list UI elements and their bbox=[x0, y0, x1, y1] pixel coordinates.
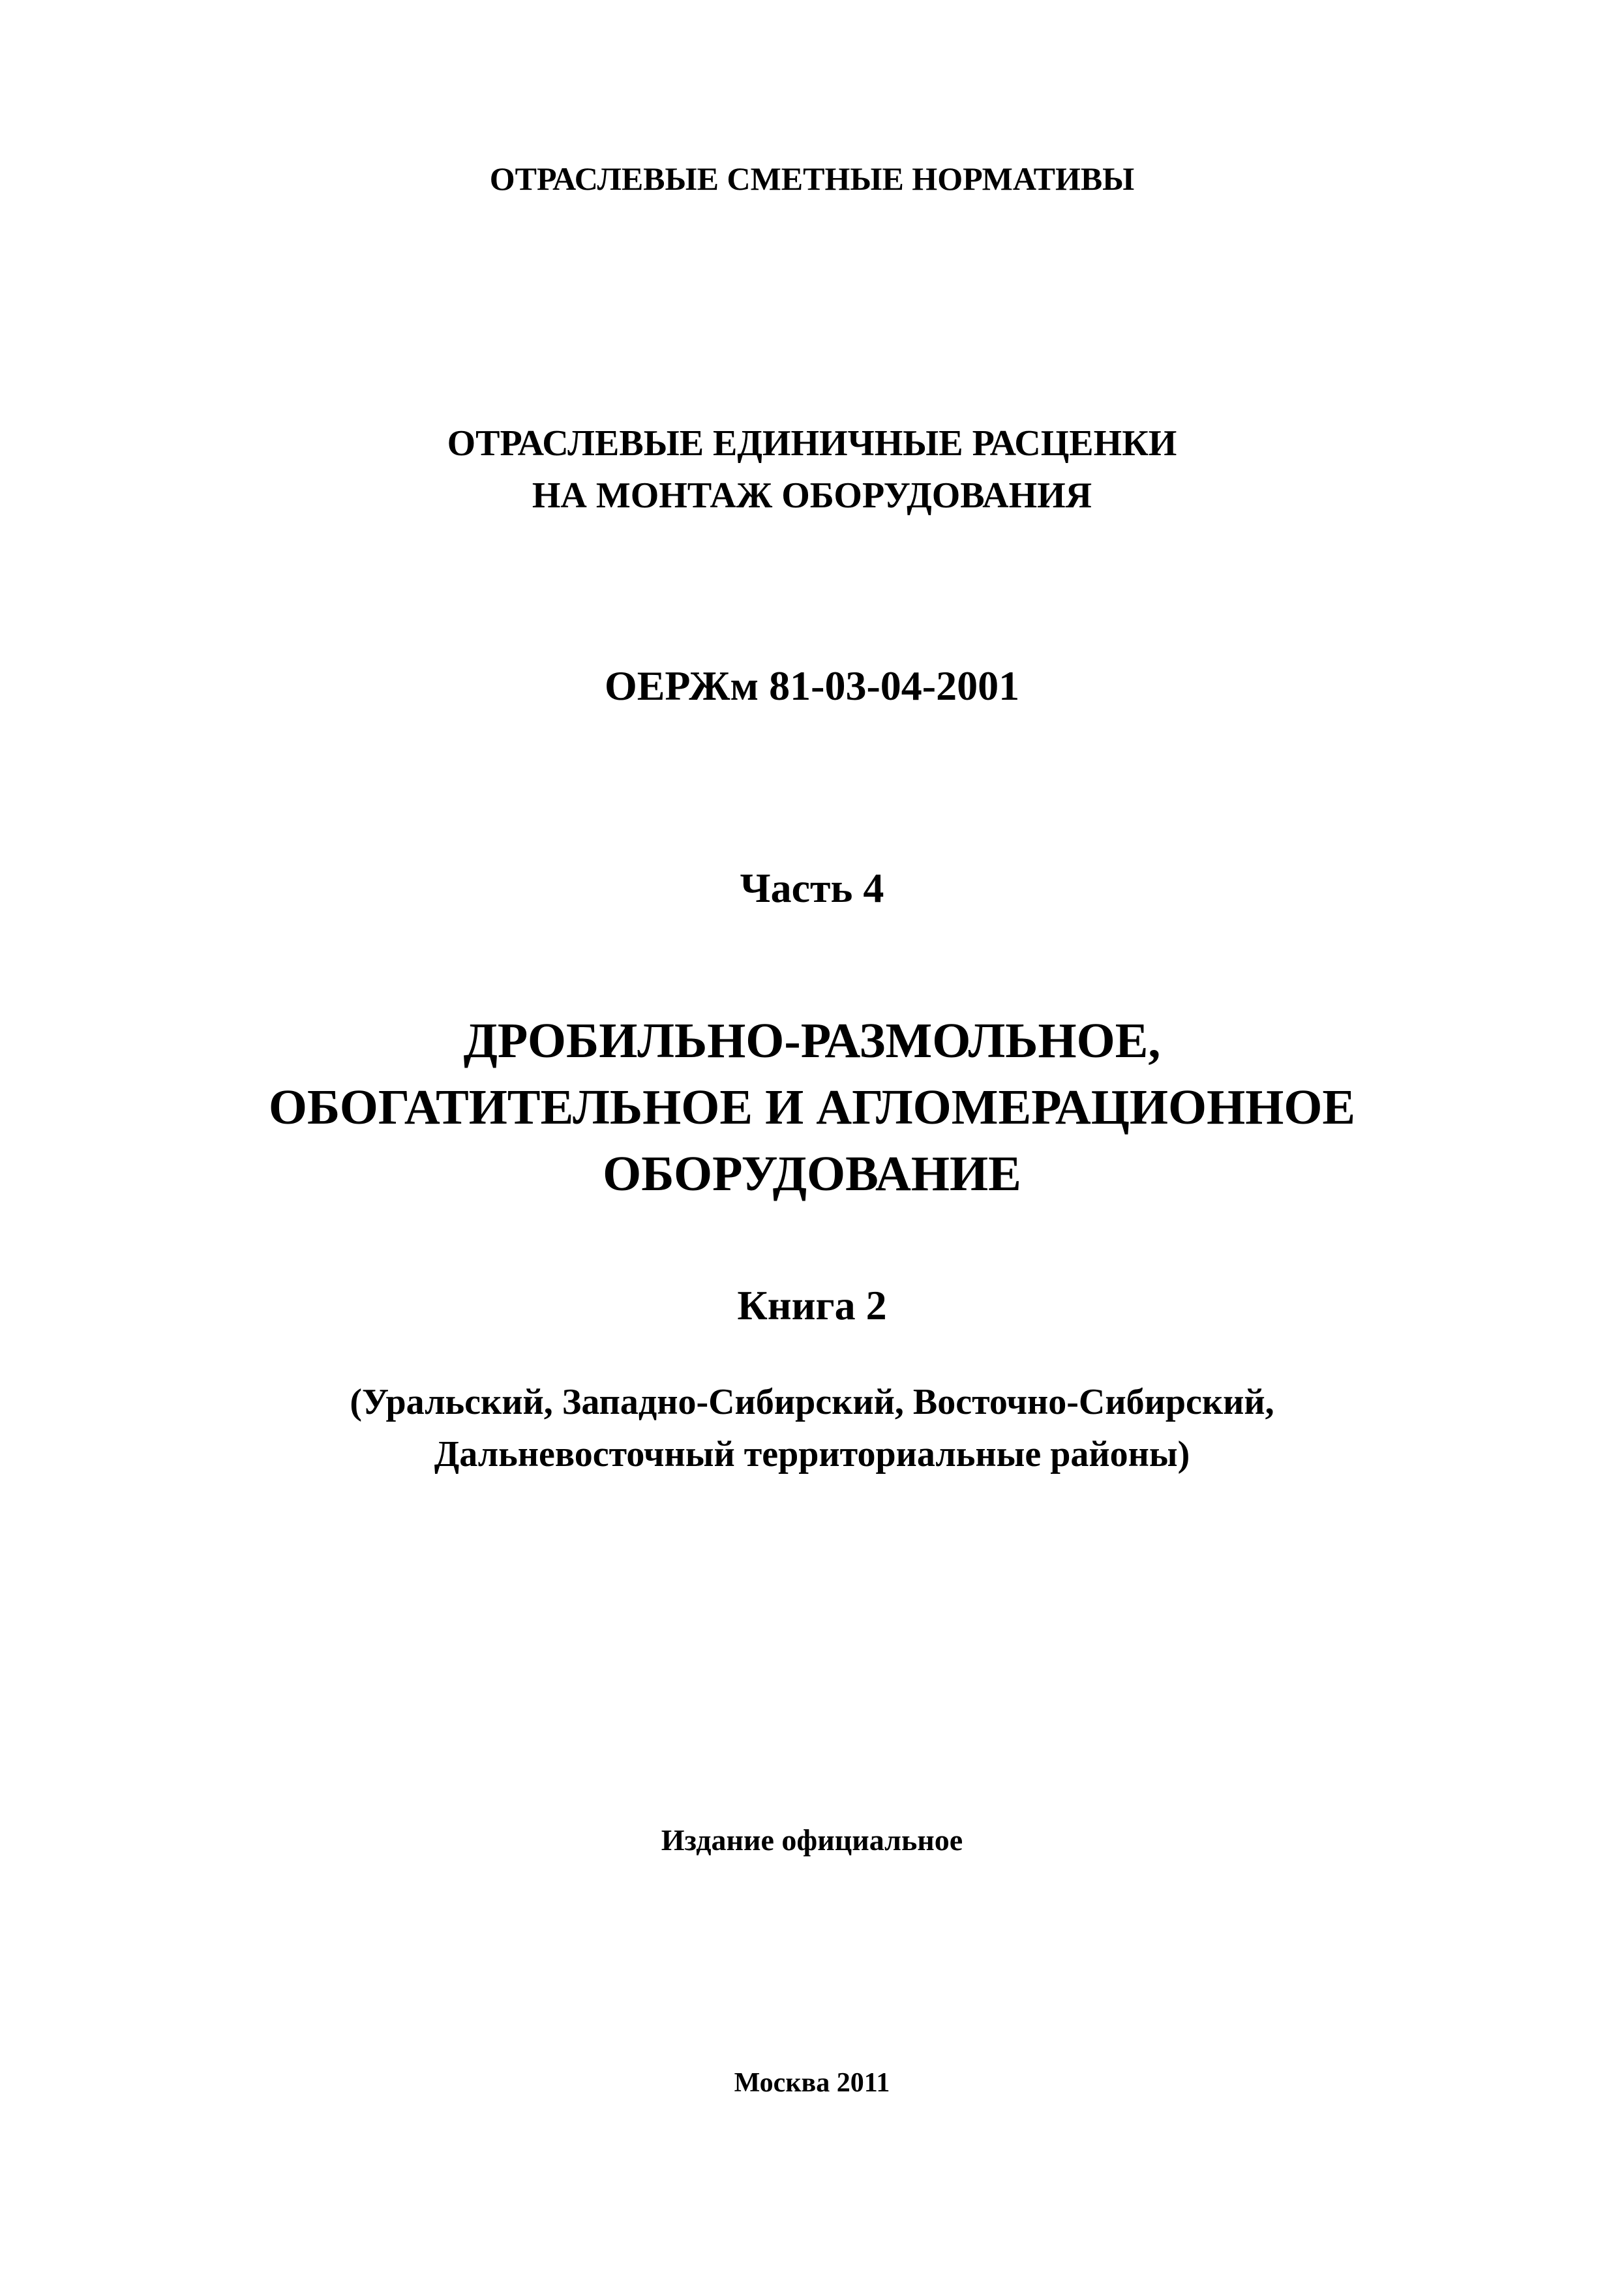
regions-note bbox=[0, 1376, 1624, 1480]
part-heading bbox=[0, 1008, 1624, 1207]
part-heading-line: ОБОРУДОВАНИЕ bbox=[603, 1146, 1021, 1201]
publication-city-year: Москва 2011 bbox=[734, 2068, 890, 2098]
edition-label: Издание официальное bbox=[661, 1823, 963, 1857]
document-title-line: ОТРАСЛЕВЫЕ ЕДИНИЧНЫЕ РАСЦЕНКИ bbox=[447, 423, 1177, 464]
series-title: ОТРАСЛЕВЫЕ СМЕТНЫЕ НОРМАТИВЫ bbox=[489, 160, 1135, 197]
part-heading-line: ДРОБИЛЬНО-РАЗМОЛЬНОЕ, bbox=[463, 1013, 1161, 1068]
document-title-line: НА МОНТАЖ ОБОРУДОВАНИЯ bbox=[532, 475, 1092, 516]
part-heading-line: ОБОГАТИТЕЛЬНОЕ И АГЛОМЕРАЦИОННОЕ bbox=[268, 1080, 1356, 1135]
regions-note-line: Дальневосточный территориальные районы) bbox=[434, 1434, 1190, 1474]
document-title bbox=[0, 417, 1624, 522]
book-number: Книга 2 bbox=[737, 1282, 887, 1328]
part-number: Часть 4 bbox=[740, 865, 884, 911]
document-code: ОЕРЖм 81-03-04-2001 bbox=[604, 663, 1020, 709]
regions-note-line: (Уральский, Западно-Сибирский, Восточно-Сибирский, bbox=[350, 1382, 1274, 1422]
